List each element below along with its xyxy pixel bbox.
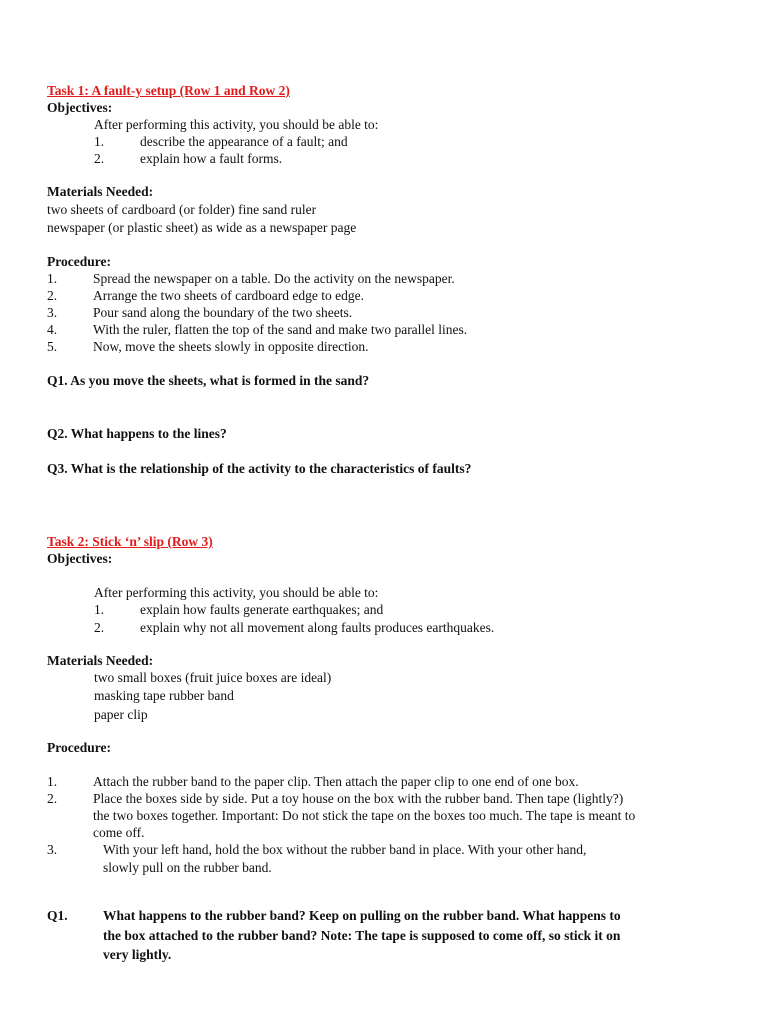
list-text: Pour sand along the boundary of the two sheets.	[93, 305, 353, 320]
task2-objectives-heading: Objectives:	[47, 551, 113, 566]
task2-procedure-step-3	[47, 841, 727, 875]
list-text: slowly pull on the rubber band.	[103, 860, 272, 875]
list-number: 2.	[47, 288, 58, 303]
list-text: describe the appearance of a fault; and	[140, 134, 348, 149]
list-number: 2.	[47, 791, 58, 806]
list-number: 1.	[47, 271, 58, 286]
question-label: Q1.	[47, 908, 68, 923]
list-text: explain why not all movement along faults produces earthquakes.	[140, 620, 495, 635]
list-text: explain how faults generate earthquakes; and	[140, 602, 384, 617]
task1-procedure-heading: Procedure:	[47, 254, 111, 269]
task2-procedure-heading: Procedure:	[47, 740, 111, 755]
task1-objectives-intro: After performing this activity, you should be able to:	[94, 117, 379, 132]
task2-material-2: masking tape rubber band	[94, 688, 234, 703]
task2-procedure-step-2	[47, 790, 727, 841]
list-text: the two boxes together. Important: Do not stick the tape on the boxes too much. The tape is meant to	[93, 808, 636, 823]
list-text: come off.	[93, 825, 145, 840]
task2-objectives-intro: After performing this activity, you should be able to:	[94, 585, 379, 600]
question-text: the box attached to the rubber band? Note: The tape is supposed to come off, so stick it on	[103, 928, 621, 943]
task2-title: Task 2: Stick ‘n’ slip (Row 3)	[47, 534, 213, 549]
list-text: With the ruler, flatten the top of the sand and make two parallel lines.	[93, 322, 468, 337]
list-text: Place the boxes side by side. Put a toy house on the box with the rubber band. Then tape (lightly?)	[93, 791, 624, 806]
task1-materials-heading: Materials Needed:	[47, 184, 154, 199]
task2-material-1: two small boxes (fruit juice boxes are ideal)	[94, 670, 332, 685]
list-number: 1.	[94, 134, 105, 149]
question-text: very lightly.	[103, 947, 172, 962]
list-text: Arrange the two sheets of cardboard edge to edge.	[93, 288, 365, 303]
task1-objectives-heading: Objectives:	[47, 100, 113, 115]
task2-question-1	[47, 907, 727, 965]
task1-question-3: Q3. What is the relationship of the activity to the characteristics of faults?	[47, 461, 472, 476]
task2-material-3: paper clip	[94, 707, 148, 722]
list-text: With your left hand, hold the box without the rubber band in place. With your other hand,	[103, 842, 587, 857]
list-number: 1.	[47, 774, 58, 789]
list-number: 1.	[94, 602, 105, 617]
task1-title: Task 1: A fault-y setup (Row 1 and Row 2)	[47, 83, 290, 98]
list-text: Attach the rubber band to the paper clip. Then attach the paper clip to one end of one box.	[93, 774, 579, 789]
question-text: What happens to the rubber band? Keep on pulling on the rubber band. What happens to	[103, 908, 621, 923]
list-number: 2.	[94, 151, 105, 166]
list-number: 3.	[47, 305, 58, 320]
list-text: explain how a fault forms.	[140, 151, 283, 166]
task2-materials-heading: Materials Needed:	[47, 653, 154, 668]
list-number: 5.	[47, 339, 58, 354]
list-number: 2.	[94, 620, 105, 635]
list-text: Spread the newspaper on a table. Do the activity on the newspaper.	[93, 271, 455, 286]
task1-material-1: two sheets of cardboard (or folder) fine sand ruler	[47, 202, 317, 217]
task1-question-1: Q1. As you move the sheets, what is formed in the sand?	[47, 373, 370, 388]
list-number: 4.	[47, 322, 58, 337]
task1-question-2: Q2. What happens to the lines?	[47, 426, 227, 441]
list-text: Now, move the sheets slowly in opposite direction.	[93, 339, 369, 354]
task1-material-2: newspaper (or plastic sheet) as wide as a newspaper page	[47, 220, 357, 235]
list-number: 3.	[47, 842, 58, 857]
